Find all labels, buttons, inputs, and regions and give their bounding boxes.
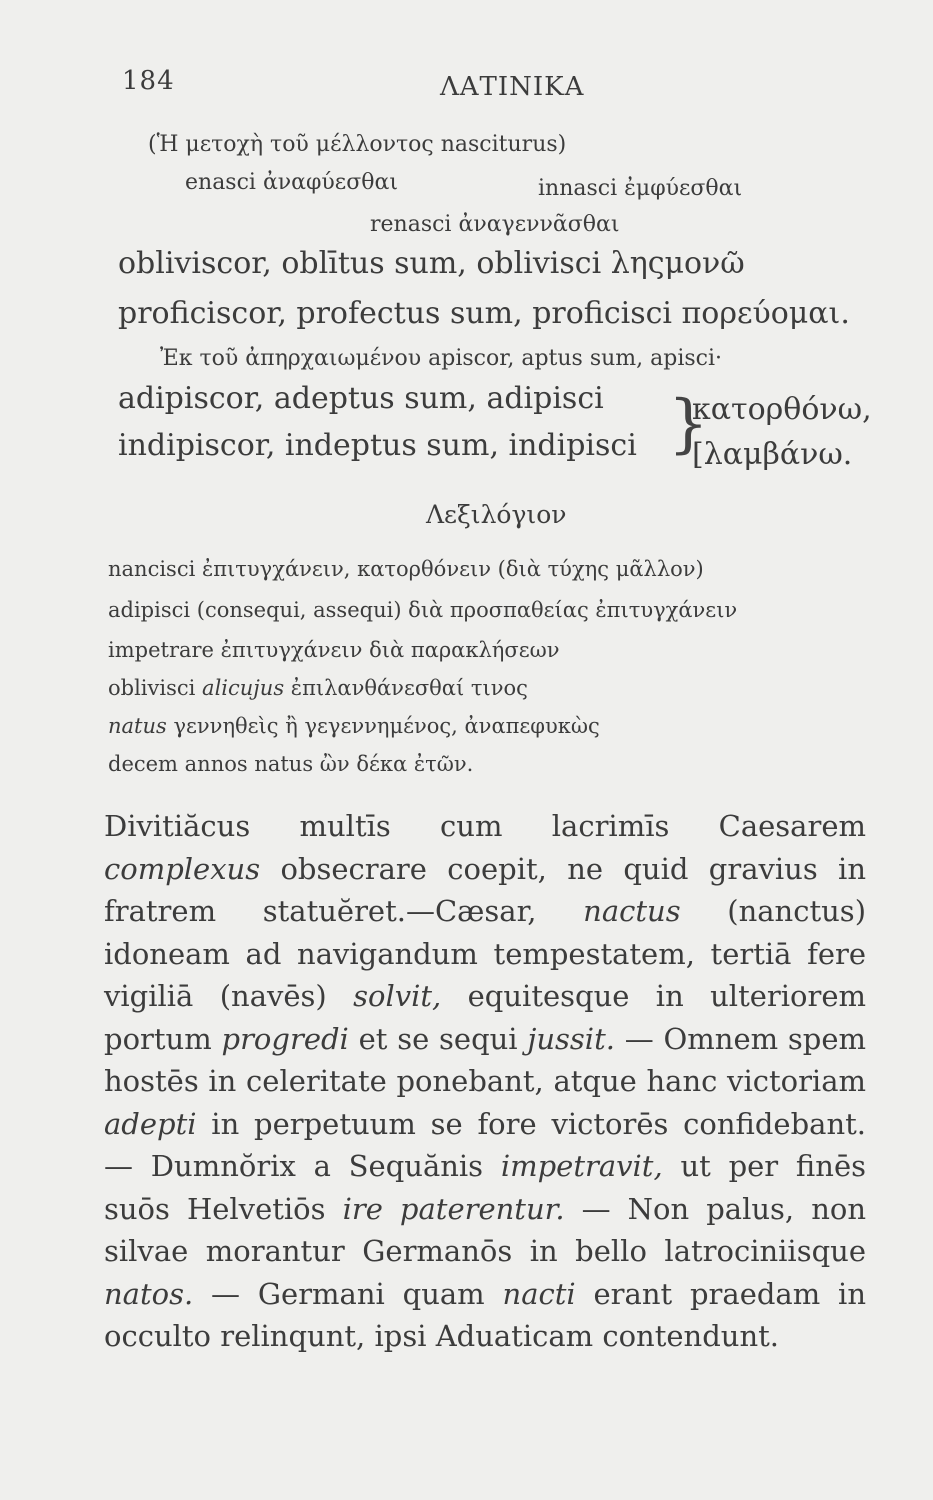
page-number: 184 xyxy=(122,66,175,96)
innasci-line: innasci ἐμφύεσθαι xyxy=(538,176,743,201)
glossary-line-natus: natus γεννηθεὶς ἢ γεγεννημένος, ἀναπεφυκὼς xyxy=(108,714,600,738)
glossary-line-nancisci: nancisci ἐπιτυγχάνειν, κατορθόνειν (διὰ τύχης μᾶλλον) xyxy=(108,557,704,581)
right-brace: } xyxy=(668,387,709,461)
glossary-line-oblivisci: oblivisci alicujus ἐπιλανθάνεσθαί τινος xyxy=(108,676,528,700)
passage-text: Divitiăcus multīs cum lacrimīs Caesarem complexus obsecrare coepit, ne quid gravius in fratrem statuĕret.—Cæsar, nactus (nanctus) idoneam ad navigandum tempestatem, tertiā fere vigiliā (navēs) solvit, equitesque in ulteriorem portum progredi et se sequi jussit. — Omnem spem hostēs in celeritate ponebant, atque hanc victoriam adepti in perpetuum se fore victorēs confidebant. — Dumnŏrix a Sequănis impetravit, ut per finēs suōs Helvetiōs ire paterentur. — Non palus, non silvae morantur Germanōs in bello latrociniisque natos. — Germani quam nacti erant praedam in occulto relinqunt, ipsi Aduaticam contendunt. xyxy=(104,809,867,1353)
enasci-line: enasci ἀναφύεσθαι xyxy=(185,170,398,195)
glossary-line-impetrare: impetrare ἐπιτυγχάνειν διὰ παρακλήσεων xyxy=(108,638,560,662)
obliviscor-line: obliviscor, oblītus sum, oblivisci ληςμονῶ xyxy=(118,246,745,281)
adipiscor-line: adipiscor, adeptus sum, adipisci xyxy=(118,381,604,416)
glossary-line-decem: decem annos natus ὢν δέκα ἐτῶν. xyxy=(108,752,474,776)
participle-note: (Ἡ μετοχὴ τοῦ μέλλοντος nasciturus) xyxy=(148,132,567,157)
indipiscor-line: indipiscor, indeptus sum, indipisci xyxy=(118,428,637,463)
apiscor-note: Ἐκ τοῦ ἀπηρχαιωμένου apiscor, aptus sum, apisci· xyxy=(160,346,723,371)
renasci-line: renasci ἀναγεννᾶσθαι xyxy=(370,212,620,237)
proficiscor-line: proficiscor, profectus sum, proficisci πορεύομαι. xyxy=(118,296,850,331)
glossary-title: Λεξιλόγιον xyxy=(426,500,567,529)
glossary-line-adipisci: adipisci (consequi, assequi) διὰ προσπαθείας ἐπιτυγχάνειν xyxy=(108,598,738,622)
meaning-lamvano: [λαμβάνω. xyxy=(692,437,853,472)
latin-passage xyxy=(104,805,866,1358)
running-title: ΛΑΤΙΝΙΚΑ xyxy=(440,72,585,102)
meaning-katorthono: κατορθόνω, xyxy=(692,392,872,427)
